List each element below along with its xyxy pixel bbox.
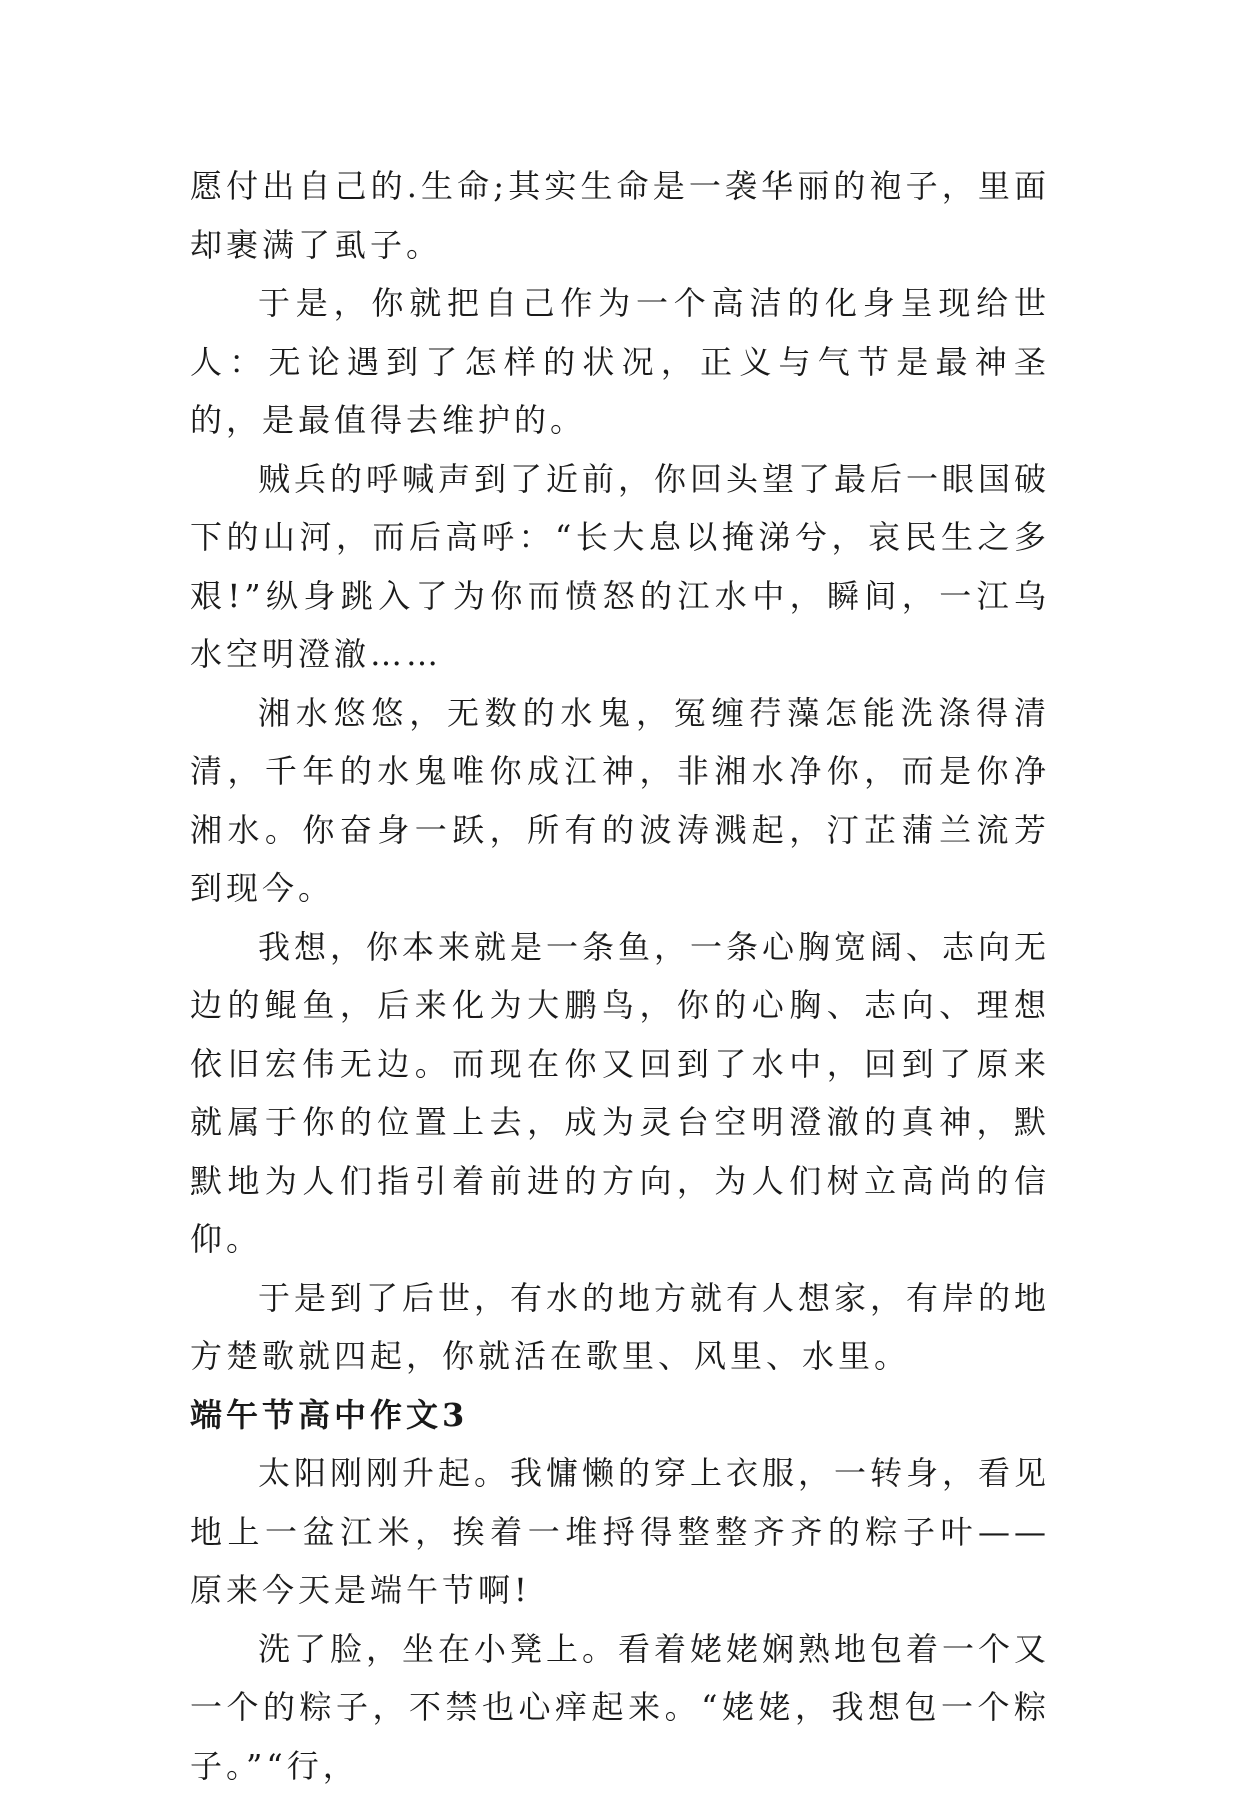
paragraph: 于是到了后世，有水的地方就有人想家，有岸的地方楚歌就四起，你就活在歌里、风里、水里。 — [190, 1269, 1050, 1386]
document-body — [190, 157, 1050, 1795]
paragraph: 湘水悠悠，无数的水鬼，冤缠荇藻怎能洗涤得清清，千年的水鬼唯你成江神，非湘水净你，而是你净湘水。你奋身一跃，所有的波涛溅起，汀芷蒲兰流芳到现今。 — [190, 684, 1050, 918]
paragraph: 愿付出自己的.生命;其实生命是一袭华丽的袍子，里面却裹满了虱子。 — [190, 157, 1050, 274]
paragraph: 洗了脸，坐在小凳上。看着姥姥娴熟地包着一个又一个的粽子，不禁也心痒起来。“姥姥，我想包一个粽子。”“行， — [190, 1620, 1050, 1795]
section-title: 端午节高中作文3 — [190, 1386, 1050, 1445]
paragraph: 我想，你本来就是一条鱼，一条心胸宽阔、志向无边的鲲鱼，后来化为大鹏鸟，你的心胸、志向、理想依旧宏伟无边。而现在你又回到了水中，回到了原来就属于你的位置上去，成为灵台空明澄澈的真神，默默地为人们指引着前进的方向，为人们树立高尚的信仰。 — [190, 918, 1050, 1269]
paragraph: 太阳刚刚升起。我慵懒的穿上衣服，一转身，看见地上一盆江米，挨着一堆捋得整整齐齐的粽子叶——原来今天是端午节啊! — [190, 1444, 1050, 1620]
paragraph: 于是，你就把自己作为一个高洁的化身呈现给世人：无论遇到了怎样的状况，正义与气节是最神圣的，是最值得去维护的。 — [190, 274, 1050, 450]
paragraph: 贼兵的呼喊声到了近前，你回头望了最后一眼国破下的山河，而后高呼：“长大息以掩涕兮，哀民生之多艰!”纵身跳入了为你而愤怒的江水中，瞬间，一江乌水空明澄澈…… — [190, 450, 1050, 684]
